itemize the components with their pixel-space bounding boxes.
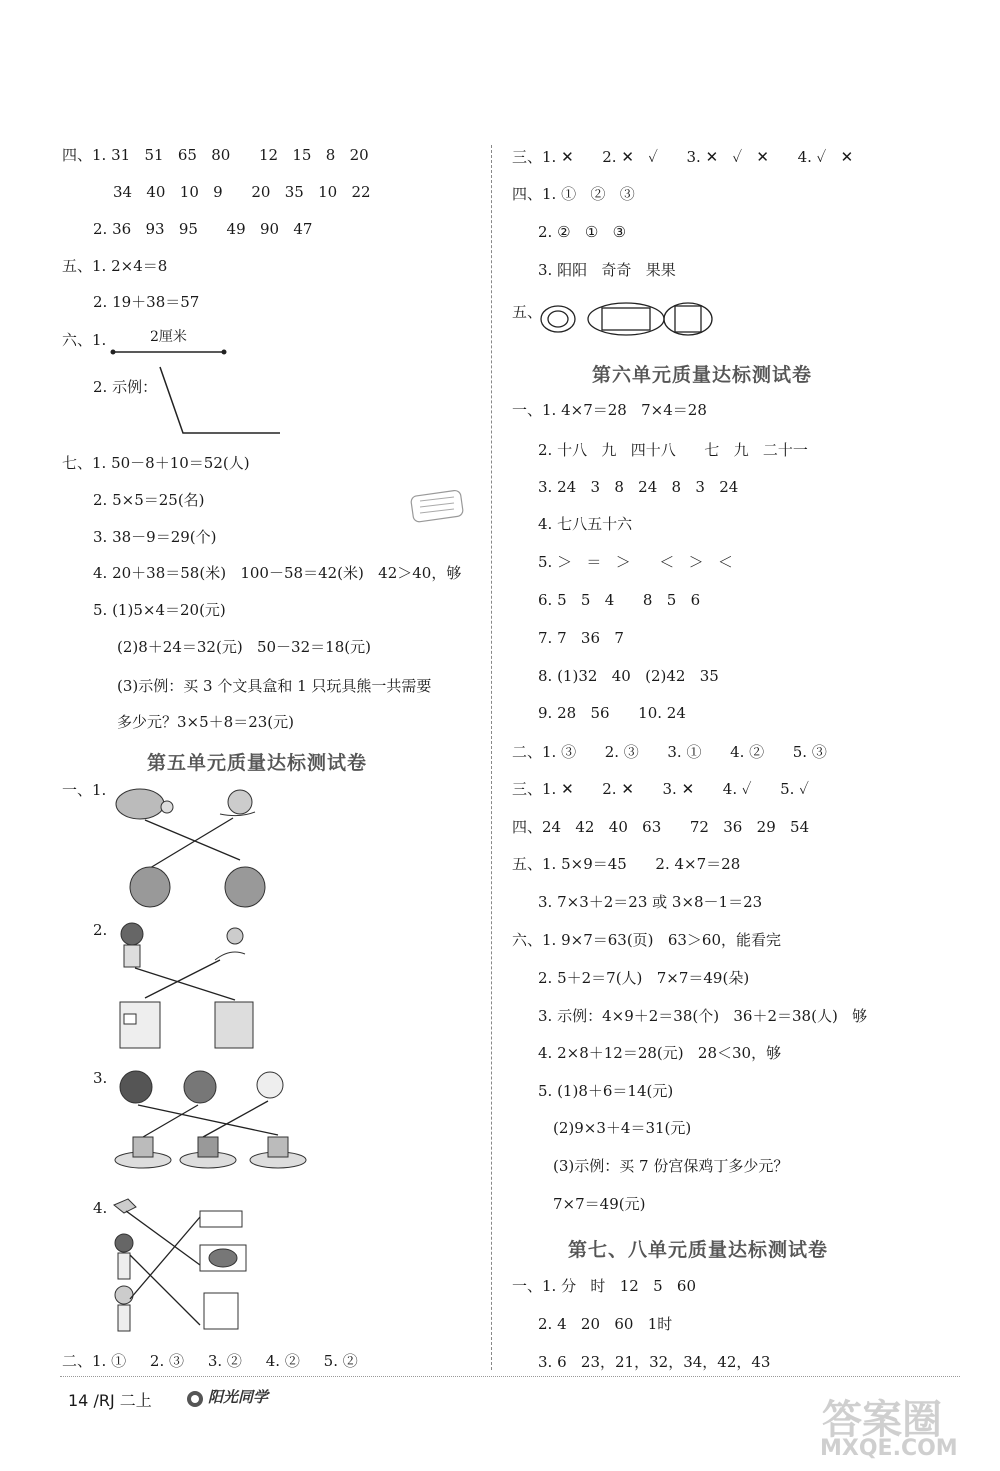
answer-line: 六、1. xyxy=(62,331,107,349)
column-divider xyxy=(491,145,492,1370)
answer-line: 4. 七八五十六 xyxy=(538,515,633,533)
answer-line: 2. 十八 九 四十八 七 九 二十一 xyxy=(538,441,808,459)
answer-line: 9. 28 56 10. 24 xyxy=(538,704,686,722)
brand-logo-icon xyxy=(186,1390,204,1408)
answer-line: (3)示例：买 3 个文具盒和 1 只玩具熊一共需要 xyxy=(117,677,432,695)
question-number: 一、1. xyxy=(62,781,107,799)
views-matching-figure xyxy=(108,1195,258,1335)
answer-line: 3. 38－9＝29(个) xyxy=(93,528,217,546)
answer-line: 三、1. ✕ 2. ✕ ✓ 3. ✕ ✓ ✕ 4. ✓ ✕ xyxy=(512,148,854,166)
answer-line: 二、1. ① 2. ③ 3. ② 4. ② 5. ② xyxy=(62,1352,358,1370)
answer-line: 3. 阳阳 奇奇 果果 xyxy=(538,261,676,279)
section-title: 第七、八单元质量达标测试卷 xyxy=(568,1239,829,1261)
answer-line: 二、1. ③ 2. ③ 3. ① 4. ② 5. ③ xyxy=(512,743,827,761)
answer-line: (2)9×3＋4＝31(元) xyxy=(553,1119,692,1137)
segment-label: 2厘米 xyxy=(150,329,187,345)
brand-name: 阳光同学 xyxy=(208,1388,269,1406)
section-title: 第六单元质量达标测试卷 xyxy=(592,364,813,386)
question-number: 4. xyxy=(93,1199,108,1217)
answer-line: 2. 示例： xyxy=(93,378,158,396)
answer-line: 一、1. 4×7＝28 7×4＝28 xyxy=(512,401,707,419)
answer-line: 2. 19＋38＝57 xyxy=(93,293,200,311)
answer-line: 4. 2×8＋12＝28(元) 28＜30，够 xyxy=(538,1044,782,1062)
answer-line: 2. 4 20 60 1时 xyxy=(538,1315,673,1333)
answer-line: 五、1. 5×9＝45 2. 4×7＝28 xyxy=(512,855,741,873)
section-title: 第五单元质量达标测试卷 xyxy=(147,752,368,774)
answer-line: 3. 24 3 8 24 8 3 24 xyxy=(538,478,739,496)
stamp-icon xyxy=(408,487,468,525)
answer-line: 7. 7 36 7 xyxy=(538,629,624,647)
answer-line: 8. (1)32 40 (2)42 35 xyxy=(538,667,719,685)
kids-matching-figure xyxy=(108,1065,308,1175)
answer-line: 四、1. 31 51 65 80 12 15 8 20 xyxy=(62,146,369,164)
answer-line: 五、 xyxy=(512,303,543,321)
watermark-url: MXQE.COM xyxy=(820,1436,958,1461)
answer-line: 六、1. 9×7＝63(页) 63＞60，能看完 xyxy=(512,931,782,949)
answer-line: 3. 示例：4×9＋2＝38(个) 36＋2＝38(人) 够 xyxy=(538,1007,868,1025)
answer-line: 四、24 42 40 63 72 36 29 54 xyxy=(512,818,810,836)
desk-matching-figure xyxy=(110,920,270,1055)
answer-line: 6. 5 5 4 8 5 6 xyxy=(538,591,701,609)
answer-line: 三、1. ✕ 2. ✕ 3. ✕ 4. ✓ 5. ✓ xyxy=(512,780,809,798)
answer-line: 2. 5×5＝25(名) xyxy=(93,491,205,509)
answer-line: 5. (1)5×4＝20(元) xyxy=(93,601,226,619)
answer-line: 3. 6 23，21，32，34，42，43 xyxy=(538,1353,771,1371)
footer-rule xyxy=(60,1376,960,1377)
question-number: 2. xyxy=(93,921,108,939)
answer-line: 4. 20＋38＝58(米) 100－58＝42(米) 42＞40，够 xyxy=(93,564,462,582)
answer-line: 四、1. ① ② ③ xyxy=(512,185,635,203)
answer-line: (3)示例：买 7 份宫保鸡丁多少元？ xyxy=(553,1157,789,1175)
answer-line: 一、1. 分 时 12 5 60 xyxy=(512,1277,697,1295)
page-number: 14 /RJ 二上 xyxy=(68,1391,152,1410)
answer-line: 2. 36 93 95 49 90 47 xyxy=(93,220,313,238)
angle-figure xyxy=(158,365,284,440)
question-number: 3. xyxy=(93,1069,108,1087)
answer-line: (2)8＋24＝32(元) 50－32＝18(元) xyxy=(117,638,371,656)
answer-line: 34 40 10 9 20 35 10 22 xyxy=(113,183,371,201)
answer-line: 5. (1)8＋6＝14(元) xyxy=(538,1082,674,1100)
answer-line: 2. ② ① ③ xyxy=(538,223,627,241)
answer-line: 3. 7×3＋2＝23 或 3×8－1＝23 xyxy=(538,893,763,911)
turtle-matching-figure xyxy=(105,782,295,912)
answer-line: 多少元？3×5＋8＝23(元) xyxy=(117,713,294,731)
answer-line: 五、1. 2×4＝8 xyxy=(62,257,168,275)
answer-line: 5. ＞ ＝ ＞ ＜ ＞ ＜ xyxy=(538,553,733,571)
watermark-logo: 答案圈 xyxy=(822,1397,942,1443)
segment-figure xyxy=(110,346,230,358)
answer-line: 7×7＝49(元) xyxy=(553,1195,646,1213)
answer-line: 2. 5＋2＝7(人) 7×7＝49(朵) xyxy=(538,969,750,987)
shape-answers-figure xyxy=(538,300,718,338)
answer-line: 七、1. 50－8＋10＝52(人) xyxy=(62,454,250,472)
